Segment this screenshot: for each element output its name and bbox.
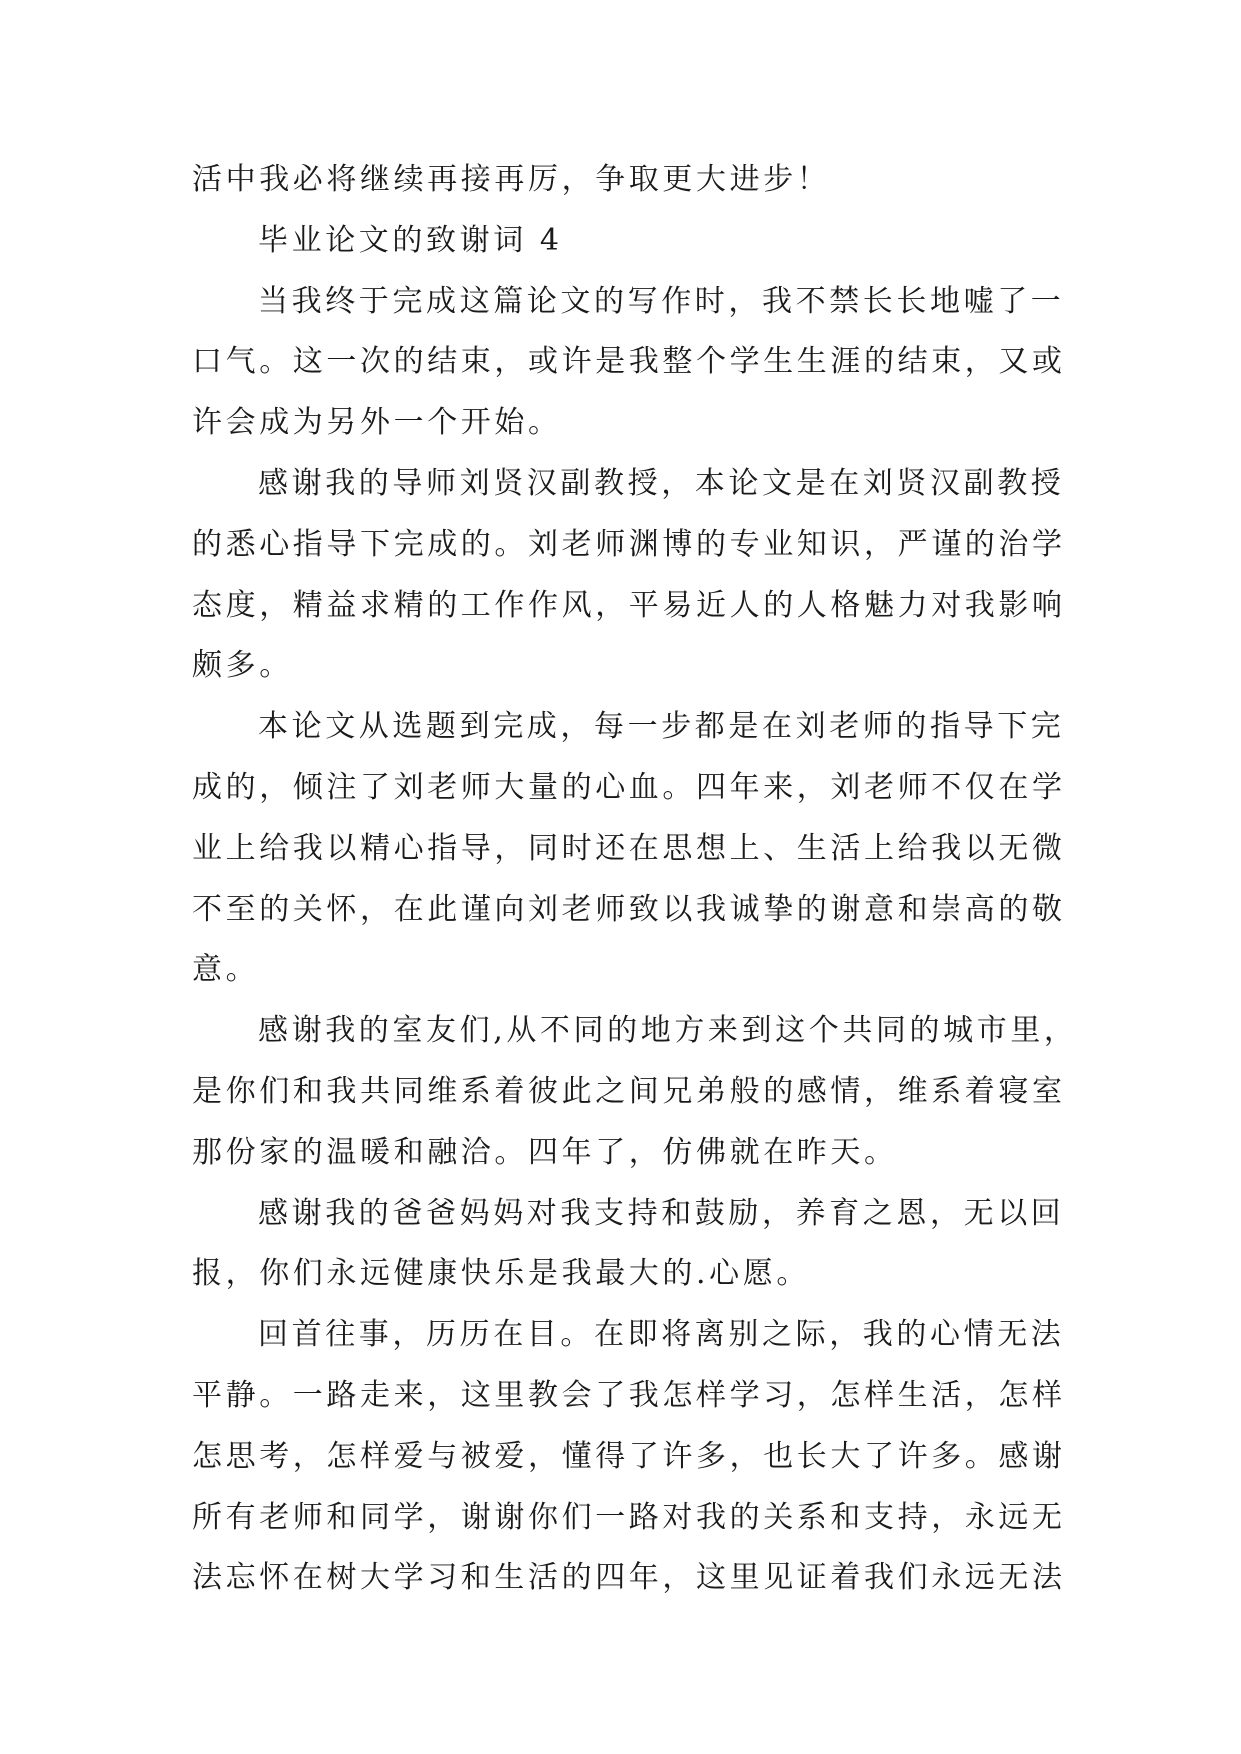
text-line: 感谢我的爸爸妈妈对我支持和鼓励，养育之恩，无以回 [258,1195,1065,1231]
text-line: 成的，倾注了刘老师大量的心血。四年来，刘老师不仅在学 [192,769,1066,805]
text-line: 报，你们永远健康快乐是我最大的.心愿。 [192,1256,810,1292]
text-line: 不至的关怀，在此谨向刘老师致以我诚挚的谢意和崇高的敬 [192,891,1066,927]
text-line: 感谢我的室友们,从不同的地方来到这个共同的城市里， [258,1013,1078,1049]
text-line: 本论文从选题到完成，每一步都是在刘老师的指导下完 [258,709,1065,745]
text-line: 活中我必将继续再接再厉，争取更大进步！ [192,162,831,197]
text-line: 平静。一路走来，这里教会了我怎样学习，怎样生活，怎样 [192,1377,1066,1413]
text-line: 是你们和我共同维系着彼此之间兄弟般的感情，维系着寝室 [192,1073,1066,1109]
text-line: 回首往事，历历在目。在即将离别之际，我的心情无法 [258,1317,1065,1353]
text-line: 那份家的温暖和融洽。四年了，仿佛就在昨天。 [192,1134,898,1170]
text-line: 业上给我以精心指导，同时还在思想上、生活上给我以无微 [192,830,1066,866]
text-line: 许会成为另外一个开始。 [192,405,562,441]
text-line: 感谢我的导师刘贤汉副教授，本论文是在刘贤汉副教授 [258,465,1065,501]
text-line: 当我终于完成这篇论文的写作时，我不禁长长地嘘了一 [258,283,1065,319]
document-body [192,150,1078,1609]
text-line: 颇多。 [192,648,293,684]
text-line: 所有老师和同学，谢谢你们一路对我的关系和支持，永远无 [192,1499,1066,1535]
text-line: 法忘怀在树大学习和生活的四年，这里见证着我们永远无法 [192,1560,1066,1596]
text-line: 怎思考，怎样爱与被爱，懂得了许多，也长大了许多。感谢 [192,1438,1066,1474]
section-heading: 毕业论文的致谢词 4 [258,222,563,258]
text-line: 的悉心指导下完成的。刘老师渊博的专业知识，严谨的治学 [192,526,1066,562]
text-line: 意。 [192,952,260,988]
text-line: 口气。这一次的结束，或许是我整个学生生涯的结束，又或 [192,344,1066,380]
text-line: 态度，精益求精的工作作风，平易近人的人格魅力对我影响 [192,587,1066,623]
